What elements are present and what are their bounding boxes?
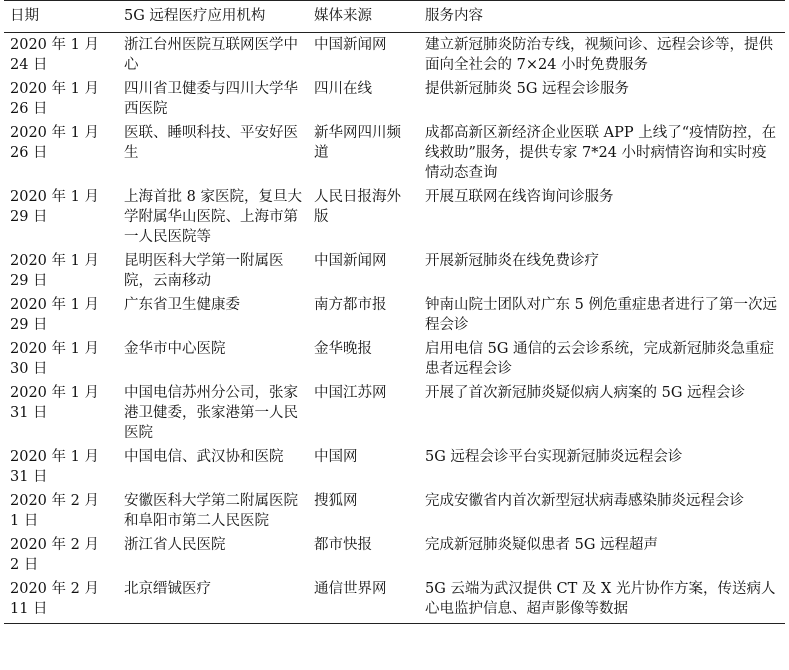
cell-institution: 昆明医科大学第一附属医院，云南移动 [124,253,284,289]
cell-date: 2020 年 2 月 1 日 [10,493,99,529]
cell-media: 中国网 [314,449,358,465]
cell-date: 2020 年 1 月 26 日 [10,125,99,161]
table-row [4,249,785,293]
cell-service: 建立新冠肺炎防治专线，视频问诊、远程会诊等，提供面向全社会的 7×24 小时免费服务 [425,37,773,73]
cell-media: 搜狐网 [314,493,358,509]
table-row [4,185,785,249]
cell-date: 2020 年 1 月 31 日 [10,385,99,421]
table-row [4,77,785,121]
cell-date: 2020 年 1 月 30 日 [10,341,99,377]
cell-service: 成都高新区新经济企业医联 APP 上线了“疫情防控，在线救助”服务，提供专家 7*24 小时病情咨询和实时疫情动态查询 [425,125,777,181]
cell-institution: 浙江省人民医院 [124,537,226,553]
cell-media: 中国新闻网 [314,37,387,53]
table-row [4,381,785,445]
table-row [4,293,785,337]
table-body [4,33,785,624]
table-row [4,577,785,624]
cell-service: 完成安徽省内首次新型冠状病毒感染肺炎远程会诊 [425,493,744,509]
cell-media: 金华晚报 [314,341,372,357]
table-row [4,489,785,533]
cell-service: 开展互联网在线咨询问诊服务 [425,189,614,205]
cell-service: 钟南山院士团队对广东 5 例危重症患者进行了第一次远程会诊 [425,297,777,333]
cell-media: 中国江苏网 [314,385,387,401]
cell-institution: 金华市中心医院 [124,341,226,357]
cell-media: 四川在线 [314,81,372,97]
cell-service: 开展了首次新冠肺炎疑似病人病案的 5G 远程会诊 [425,385,746,401]
cell-institution: 北京缙铖医疗 [118,577,308,624]
cell-institution: 浙江台州医院互联网医学中心 [124,37,298,73]
cell-media: 都市快报 [314,537,372,553]
cell-media: 南方都市报 [314,297,387,313]
header-institution: 5G 远程医疗应用机构 [118,1,308,33]
cell-institution: 中国电信苏州分公司，张家港卫健委，张家港第一人民医院 [124,385,298,441]
table-row [4,121,785,185]
cell-date: 2020 年 2 月 2 日 [10,537,99,573]
cell-institution: 医联、睡呗科技、平安好医生 [124,125,298,161]
header-service: 服务内容 [419,1,785,33]
cell-institution: 四川省卫健委与四川大学华西医院 [124,81,298,117]
header-media: 媒体来源 [308,1,419,33]
cell-media: 通信世界网 [308,577,419,624]
cell-institution: 安徽医科大学第二附属医院和阜阳市第二人民医院 [124,493,298,529]
cell-date: 2020 年 1 月 29 日 [10,189,99,225]
cell-service: 提供新冠肺炎 5G 远程会诊服务 [425,81,630,97]
cell-date: 2020 年 1 月 26 日 [10,81,99,117]
cell-service: 5G 远程会诊平台实现新冠肺炎远程会诊 [425,449,683,465]
table-header-row [4,1,785,33]
cell-institution: 中国电信、武汉协和医院 [124,449,284,465]
table-row [4,337,785,381]
table-row [4,533,785,577]
cell-date: 2020 年 1 月 29 日 [10,253,99,289]
cell-media: 新华网四川频道 [314,125,401,161]
cell-date: 2020 年 1 月 31 日 [10,449,99,485]
cell-service: 开展新冠肺炎在线免费诊疗 [425,253,599,269]
telemedicine-table [4,0,785,624]
cell-media: 人民日报海外版 [314,189,401,225]
cell-service: 5G 云端为武汉提供 CT 及 X 光片协作方案，传送病人心电监护信息、超声影像等数据 [419,577,785,624]
cell-service: 启用电信 5G 通信的云会诊系统，完成新冠肺炎急重症患者远程会诊 [425,341,775,377]
cell-date: 2020 年 1 月 29 日 [10,297,99,333]
cell-service: 完成新冠肺炎疑似患者 5G 远程超声 [425,537,659,553]
cell-date: 2020 年 1 月 24 日 [10,37,99,73]
cell-date: 2020 年 2 月 11 日 [4,577,118,624]
header-date: 日期 [4,1,118,33]
cell-media: 中国新闻网 [314,253,387,269]
cell-institution: 广东省卫生健康委 [124,297,240,313]
cell-institution: 上海首批 8 家医院，复旦大学附属华山医院、上海市第一人民医院等 [124,189,302,245]
table-row [4,445,785,489]
table-row [4,33,785,78]
